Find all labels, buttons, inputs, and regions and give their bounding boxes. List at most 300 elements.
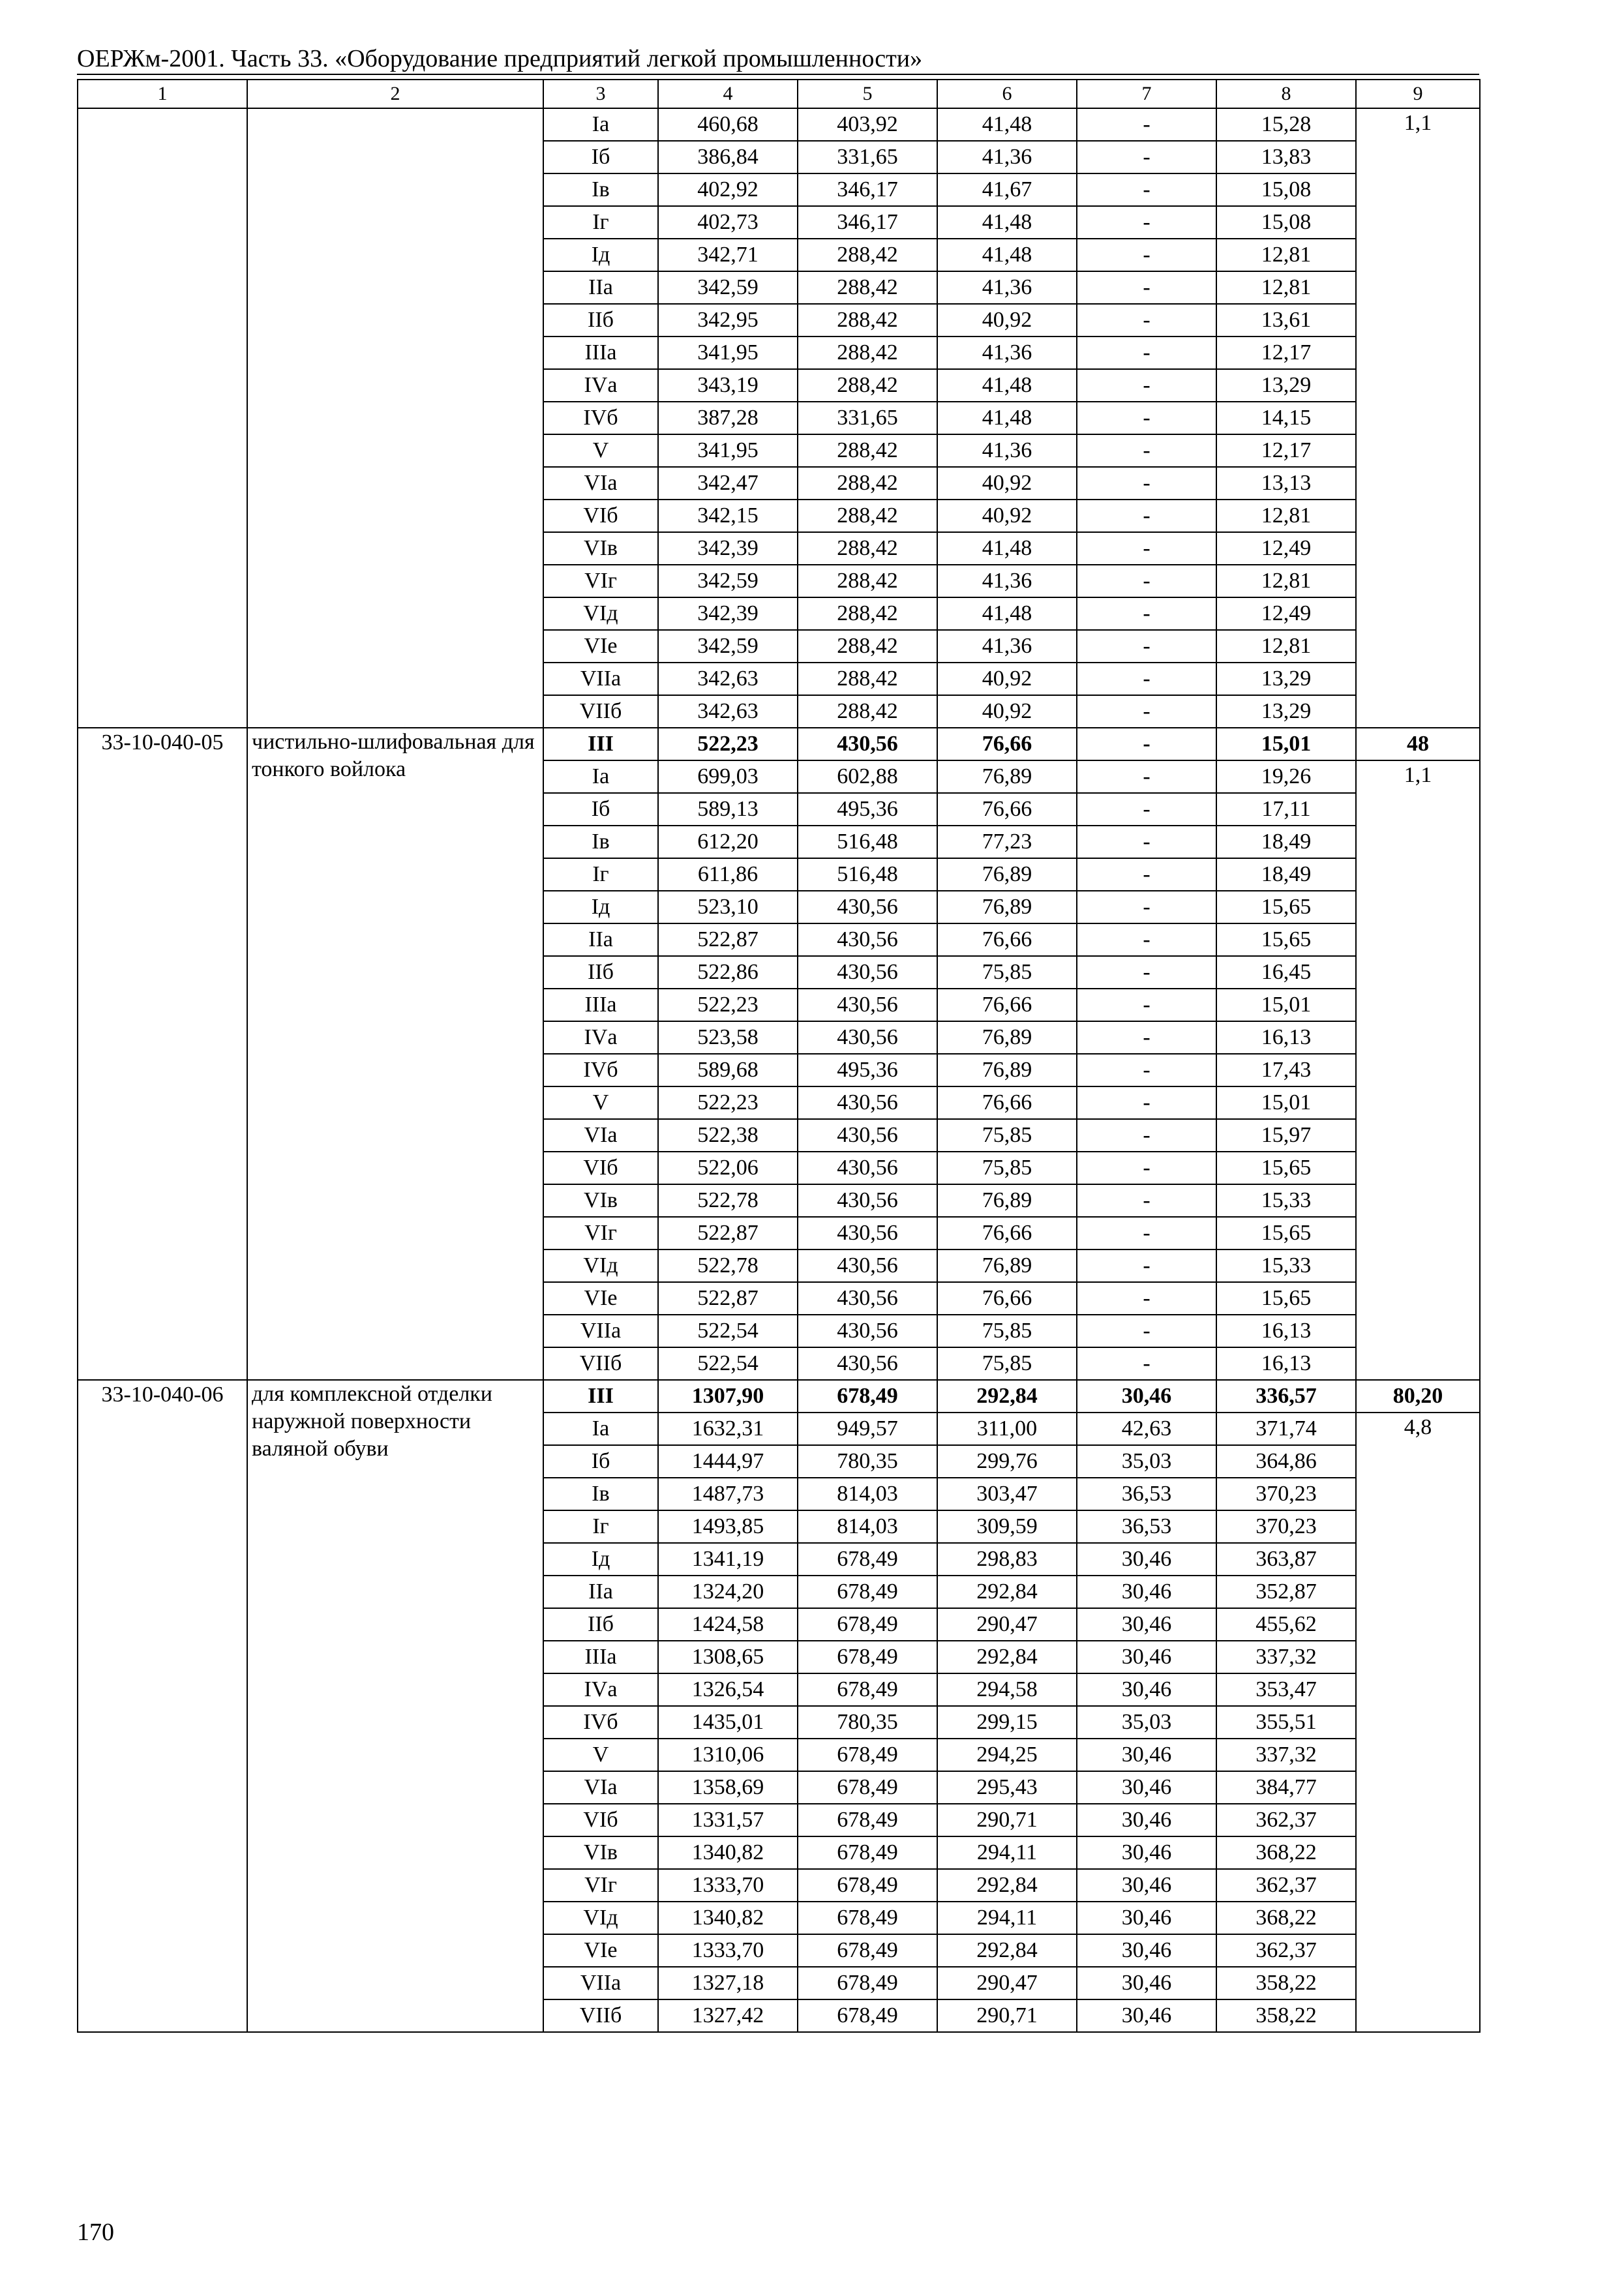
cell-drivers-wages: 42,63 — [1077, 1413, 1216, 1445]
cell-materials: 15,28 — [1216, 108, 1356, 141]
cell-machines: 41,48 — [937, 206, 1077, 239]
cell-zone: VIв — [543, 1184, 658, 1217]
cell-total: 386,84 — [658, 141, 798, 173]
cell-zone: VIIа — [543, 663, 658, 695]
cell-drivers-wages: - — [1077, 1249, 1216, 1282]
cell-zone: Iа — [543, 1413, 658, 1445]
cell-zone: Iд — [543, 891, 658, 923]
cell-machines: 41,48 — [937, 532, 1077, 565]
cell-machines: 76,89 — [937, 760, 1077, 793]
cell-zone: VIб — [543, 500, 658, 532]
cell-materials: 17,43 — [1216, 1054, 1356, 1086]
cell-machines: 298,83 — [937, 1543, 1077, 1576]
cell-materials: 18,49 — [1216, 826, 1356, 858]
cell-total: 522,54 — [658, 1347, 798, 1380]
cell-machines: 76,66 — [937, 1086, 1077, 1119]
cell-total: 523,58 — [658, 1021, 798, 1054]
cell-zone: VIе — [543, 630, 658, 663]
page-header: ОЕРЖм-2001. Часть 33. «Оборудование предприятий легкой промышленности» — [77, 45, 923, 72]
cell-machines: 76,66 — [937, 1282, 1077, 1315]
cell-machines: 41,48 — [937, 597, 1077, 630]
cell-machines: 76,89 — [937, 858, 1077, 891]
cell-materials: 362,37 — [1216, 1934, 1356, 1967]
cell-materials: 18,49 — [1216, 858, 1356, 891]
cell-drivers-wages: - — [1077, 630, 1216, 663]
cell-machines: 41,48 — [937, 108, 1077, 141]
cell-wages: 288,42 — [798, 695, 937, 728]
cell-drivers-wages: - — [1077, 1217, 1216, 1249]
cell-total: 342,39 — [658, 597, 798, 630]
cell-materials: 363,87 — [1216, 1543, 1356, 1576]
cell-wages: 430,56 — [798, 1021, 937, 1054]
cell-materials: 15,33 — [1216, 1184, 1356, 1217]
cell-total: 342,71 — [658, 239, 798, 271]
cell-zone: IIIа — [543, 1641, 658, 1673]
cell-drivers-wages: 30,46 — [1077, 1608, 1216, 1641]
cell-total: 1424,58 — [658, 1608, 798, 1641]
cell-drivers-wages: - — [1077, 1086, 1216, 1119]
cell-zone: Iг — [543, 206, 658, 239]
cell-total: 589,68 — [658, 1054, 798, 1086]
column-number: 6 — [937, 80, 1077, 108]
cell-drivers-wages: - — [1077, 173, 1216, 206]
cell-total: 1632,31 — [658, 1413, 798, 1445]
cell-machines: 41,67 — [937, 173, 1077, 206]
cell-total: 612,20 — [658, 826, 798, 858]
cell-drivers-wages: 30,46 — [1077, 1804, 1216, 1836]
cell-materials: 12,17 — [1216, 337, 1356, 369]
cell-machines: 292,84 — [937, 1380, 1077, 1413]
cell-machines: 309,59 — [937, 1510, 1077, 1543]
cell-wages: 430,56 — [798, 1217, 937, 1249]
cell-wages: 430,56 — [798, 1282, 937, 1315]
cell-total: 1326,54 — [658, 1673, 798, 1706]
cell-materials: 358,22 — [1216, 1967, 1356, 1999]
cell-zone: VIIа — [543, 1967, 658, 1999]
cell-machines: 41,36 — [937, 271, 1077, 304]
cell-wages: 495,36 — [798, 793, 937, 826]
cell-wages: 288,42 — [798, 565, 937, 597]
cell-materials: 15,08 — [1216, 173, 1356, 206]
cell-materials: 15,01 — [1216, 728, 1356, 760]
rates-table — [77, 79, 1481, 2033]
cell-zone: Iд — [543, 239, 658, 271]
cell-total: 522,23 — [658, 989, 798, 1021]
cell-total: 342,47 — [658, 467, 798, 500]
cell-zone: IVа — [543, 369, 658, 402]
cell-total: 402,92 — [658, 173, 798, 206]
cell-materials: 12,81 — [1216, 500, 1356, 532]
cell-wages: 814,03 — [798, 1510, 937, 1543]
cell-wages: 430,56 — [798, 728, 937, 760]
cell-wages: 678,49 — [798, 1902, 937, 1934]
cell-drivers-wages: - — [1077, 597, 1216, 630]
cell-machines: 290,71 — [937, 1804, 1077, 1836]
cell-machines: 41,36 — [937, 141, 1077, 173]
cell-total: 1435,01 — [658, 1706, 798, 1739]
cell-total: 1358,69 — [658, 1771, 798, 1804]
cell-wages: 403,92 — [798, 108, 937, 141]
cell-wages: 346,17 — [798, 206, 937, 239]
cell-total: 1333,70 — [658, 1934, 798, 1967]
cell-wages: 678,49 — [798, 1934, 937, 1967]
cell-materials: 15,08 — [1216, 206, 1356, 239]
cell-drivers-wages: - — [1077, 1282, 1216, 1315]
table-row — [78, 1380, 1480, 1413]
cell-total: 522,23 — [658, 728, 798, 760]
cell-total: 342,15 — [658, 500, 798, 532]
cell-drivers-wages: - — [1077, 826, 1216, 858]
cell-drivers-wages: 30,46 — [1077, 1739, 1216, 1771]
cell-description: для комплексной отделки наружной поверхности валяной обуви — [247, 1380, 543, 2032]
cell-total: 1327,18 — [658, 1967, 798, 1999]
cell-zone: IIб — [543, 304, 658, 337]
column-number: 3 — [543, 80, 658, 108]
cell-total: 522,23 — [658, 1086, 798, 1119]
cell-drivers-wages: - — [1077, 956, 1216, 989]
cell-zone: IVа — [543, 1673, 658, 1706]
cell-machines: 40,92 — [937, 663, 1077, 695]
cell-machines: 295,43 — [937, 1771, 1077, 1804]
cell-wages: 288,42 — [798, 597, 937, 630]
cell-materials: 12,49 — [1216, 532, 1356, 565]
cell-machines: 75,85 — [937, 1347, 1077, 1380]
cell-drivers-wages: - — [1077, 760, 1216, 793]
cell-materials: 371,74 — [1216, 1413, 1356, 1445]
cell-machines: 294,58 — [937, 1673, 1077, 1706]
cell-wages: 780,35 — [798, 1445, 937, 1478]
cell-total: 522,06 — [658, 1152, 798, 1184]
cell-total: 522,87 — [658, 1282, 798, 1315]
cell-wages: 288,42 — [798, 271, 937, 304]
cell-wages: 331,65 — [798, 141, 937, 173]
cell-drivers-wages: - — [1077, 1315, 1216, 1347]
cell-zone: Iб — [543, 793, 658, 826]
cell-wages: 430,56 — [798, 1152, 937, 1184]
cell-labor: 4,8 — [1356, 1413, 1480, 2032]
cell-total: 1333,70 — [658, 1869, 798, 1902]
cell-drivers-wages: - — [1077, 304, 1216, 337]
cell-materials: 12,17 — [1216, 434, 1356, 467]
cell-wages: 678,49 — [798, 1771, 937, 1804]
cell-materials: 364,86 — [1216, 1445, 1356, 1478]
cell-total: 522,38 — [658, 1119, 798, 1152]
column-number: 4 — [658, 80, 798, 108]
cell-materials: 352,87 — [1216, 1576, 1356, 1608]
cell-zone: Iд — [543, 1543, 658, 1576]
cell-zone: IVб — [543, 402, 658, 434]
cell-wages: 678,49 — [798, 1673, 937, 1706]
cell-total: 522,87 — [658, 923, 798, 956]
cell-materials: 14,15 — [1216, 402, 1356, 434]
cell-total: 402,73 — [658, 206, 798, 239]
cell-machines: 294,11 — [937, 1902, 1077, 1934]
cell-machines: 41,36 — [937, 434, 1077, 467]
cell-code: 33-10-040-06 — [78, 1380, 247, 2032]
cell-machines: 292,84 — [937, 1576, 1077, 1608]
cell-zone: VIIб — [543, 1999, 658, 2032]
cell-zone: VIд — [543, 1249, 658, 1282]
column-number: 9 — [1356, 80, 1480, 108]
header-rule — [77, 74, 1479, 75]
cell-materials: 362,37 — [1216, 1804, 1356, 1836]
cell-materials: 15,65 — [1216, 1152, 1356, 1184]
cell-materials: 455,62 — [1216, 1608, 1356, 1641]
cell-total: 341,95 — [658, 337, 798, 369]
cell-code: 33-10-040-05 — [78, 728, 247, 1380]
cell-drivers-wages: - — [1077, 500, 1216, 532]
cell-wages: 430,56 — [798, 923, 937, 956]
cell-materials: 16,13 — [1216, 1315, 1356, 1347]
cell-wages: 814,03 — [798, 1478, 937, 1510]
cell-machines: 41,48 — [937, 369, 1077, 402]
cell-drivers-wages: - — [1077, 206, 1216, 239]
cell-materials: 12,81 — [1216, 271, 1356, 304]
cell-materials: 12,81 — [1216, 239, 1356, 271]
cell-wages: 678,49 — [798, 1739, 937, 1771]
cell-zone: IIа — [543, 923, 658, 956]
cell-wages: 678,49 — [798, 1543, 937, 1576]
cell-drivers-wages: - — [1077, 663, 1216, 695]
cell-labor: 48 — [1356, 728, 1480, 760]
cell-machines: 294,11 — [937, 1836, 1077, 1869]
cell-total: 342,63 — [658, 695, 798, 728]
cell-wages: 288,42 — [798, 467, 937, 500]
cell-machines: 40,92 — [937, 695, 1077, 728]
cell-wages: 678,49 — [798, 1967, 937, 1999]
cell-drivers-wages: - — [1077, 402, 1216, 434]
cell-machines: 290,47 — [937, 1967, 1077, 1999]
cell-drivers-wages: - — [1077, 434, 1216, 467]
cell-drivers-wages: - — [1077, 891, 1216, 923]
cell-wages: 288,42 — [798, 434, 937, 467]
cell-zone: V — [543, 1739, 658, 1771]
cell-zone: III — [543, 728, 658, 760]
column-number-row — [78, 80, 1480, 108]
cell-drivers-wages: 30,46 — [1077, 1641, 1216, 1673]
cell-machines: 40,92 — [937, 500, 1077, 532]
cell-zone: VIа — [543, 1771, 658, 1804]
cell-materials: 16,13 — [1216, 1021, 1356, 1054]
cell-materials: 368,22 — [1216, 1836, 1356, 1869]
cell-drivers-wages: - — [1077, 1184, 1216, 1217]
cell-drivers-wages: - — [1077, 369, 1216, 402]
cell-total: 1444,97 — [658, 1445, 798, 1478]
cell-machines: 77,23 — [937, 826, 1077, 858]
cell-materials: 13,29 — [1216, 663, 1356, 695]
cell-drivers-wages: 30,46 — [1077, 1934, 1216, 1967]
cell-materials: 15,65 — [1216, 891, 1356, 923]
table-row — [78, 728, 1480, 760]
cell-machines: 292,84 — [937, 1869, 1077, 1902]
cell-description — [247, 108, 543, 728]
cell-wages: 430,56 — [798, 989, 937, 1021]
cell-drivers-wages: - — [1077, 108, 1216, 141]
cell-zone: Iв — [543, 826, 658, 858]
column-number: 5 — [798, 80, 937, 108]
cell-materials: 12,49 — [1216, 597, 1356, 630]
cell-total: 1310,06 — [658, 1739, 798, 1771]
cell-drivers-wages: 30,46 — [1077, 1869, 1216, 1902]
cell-zone: VIг — [543, 1869, 658, 1902]
cell-wages: 430,56 — [798, 1315, 937, 1347]
cell-machines: 292,84 — [937, 1934, 1077, 1967]
cell-machines: 76,66 — [937, 1217, 1077, 1249]
cell-drivers-wages: - — [1077, 141, 1216, 173]
cell-total: 341,95 — [658, 434, 798, 467]
cell-drivers-wages: - — [1077, 1119, 1216, 1152]
page-number: 170 — [77, 2219, 114, 2246]
cell-zone: VIг — [543, 1217, 658, 1249]
cell-zone: VIд — [543, 1902, 658, 1934]
cell-materials: 12,81 — [1216, 630, 1356, 663]
cell-materials: 15,97 — [1216, 1119, 1356, 1152]
column-number: 8 — [1216, 80, 1356, 108]
cell-machines: 41,36 — [937, 565, 1077, 597]
cell-drivers-wages: - — [1077, 467, 1216, 500]
cell-total: 1307,90 — [658, 1380, 798, 1413]
cell-zone: VIб — [543, 1152, 658, 1184]
cell-zone: VIIб — [543, 695, 658, 728]
cell-drivers-wages: - — [1077, 793, 1216, 826]
cell-drivers-wages: - — [1077, 337, 1216, 369]
cell-wages: 516,48 — [798, 826, 937, 858]
cell-zone: Iг — [543, 1510, 658, 1543]
cell-total: 342,63 — [658, 663, 798, 695]
cell-total: 1327,42 — [658, 1999, 798, 2032]
cell-drivers-wages: 30,46 — [1077, 1543, 1216, 1576]
cell-materials: 15,65 — [1216, 1282, 1356, 1315]
cell-wages: 288,42 — [798, 239, 937, 271]
cell-total: 1493,85 — [658, 1510, 798, 1543]
cell-zone: IIа — [543, 271, 658, 304]
cell-zone: VIа — [543, 1119, 658, 1152]
cell-zone: IIIа — [543, 989, 658, 1021]
column-number: 2 — [247, 80, 543, 108]
cell-wages: 288,42 — [798, 337, 937, 369]
cell-materials: 370,23 — [1216, 1510, 1356, 1543]
cell-drivers-wages: - — [1077, 923, 1216, 956]
cell-drivers-wages: 30,46 — [1077, 1967, 1216, 1999]
cell-total: 611,86 — [658, 858, 798, 891]
cell-total: 343,19 — [658, 369, 798, 402]
cell-machines: 76,66 — [937, 793, 1077, 826]
cell-total: 460,68 — [658, 108, 798, 141]
cell-machines: 299,76 — [937, 1445, 1077, 1478]
cell-machines: 299,15 — [937, 1706, 1077, 1739]
cell-zone: IVб — [543, 1054, 658, 1086]
cell-machines: 41,36 — [937, 337, 1077, 369]
cell-drivers-wages: 30,46 — [1077, 1902, 1216, 1934]
cell-zone: III — [543, 1380, 658, 1413]
cell-zone: IVб — [543, 1706, 658, 1739]
cell-materials: 15,33 — [1216, 1249, 1356, 1282]
cell-wages: 288,42 — [798, 304, 937, 337]
cell-total: 522,78 — [658, 1184, 798, 1217]
cell-machines: 75,85 — [937, 1315, 1077, 1347]
cell-total: 1340,82 — [658, 1902, 798, 1934]
cell-machines: 75,85 — [937, 1119, 1077, 1152]
cell-machines: 76,89 — [937, 1054, 1077, 1086]
cell-machines: 303,47 — [937, 1478, 1077, 1510]
cell-materials: 336,57 — [1216, 1380, 1356, 1413]
column-number: 7 — [1077, 80, 1216, 108]
cell-materials: 353,47 — [1216, 1673, 1356, 1706]
cell-zone: VIд — [543, 597, 658, 630]
cell-machines: 40,92 — [937, 304, 1077, 337]
cell-total: 522,54 — [658, 1315, 798, 1347]
cell-wages: 430,56 — [798, 891, 937, 923]
cell-zone: VIе — [543, 1282, 658, 1315]
cell-total: 342,59 — [658, 271, 798, 304]
cell-wages: 678,49 — [798, 1999, 937, 2032]
cell-total: 342,59 — [658, 565, 798, 597]
cell-wages: 678,49 — [798, 1641, 937, 1673]
cell-drivers-wages: 30,46 — [1077, 1576, 1216, 1608]
cell-zone: Iв — [543, 1478, 658, 1510]
cell-drivers-wages: - — [1077, 271, 1216, 304]
cell-machines: 40,92 — [937, 467, 1077, 500]
cell-zone: Iб — [543, 141, 658, 173]
cell-drivers-wages: - — [1077, 1021, 1216, 1054]
table-body — [78, 80, 1480, 2032]
cell-drivers-wages: - — [1077, 532, 1216, 565]
cell-machines: 290,71 — [937, 1999, 1077, 2032]
cell-materials: 15,65 — [1216, 923, 1356, 956]
cell-machines: 292,84 — [937, 1641, 1077, 1673]
cell-total: 1308,65 — [658, 1641, 798, 1673]
cell-labor: 1,1 — [1356, 760, 1480, 1380]
cell-drivers-wages: 30,46 — [1077, 1836, 1216, 1869]
cell-machines: 76,89 — [937, 1184, 1077, 1217]
cell-drivers-wages: - — [1077, 858, 1216, 891]
cell-machines: 76,89 — [937, 1021, 1077, 1054]
cell-zone: VIб — [543, 1804, 658, 1836]
cell-wages: 780,35 — [798, 1706, 937, 1739]
cell-total: 1324,20 — [658, 1576, 798, 1608]
cell-wages: 495,36 — [798, 1054, 937, 1086]
cell-materials: 16,45 — [1216, 956, 1356, 989]
cell-drivers-wages: - — [1077, 565, 1216, 597]
cell-wages: 288,42 — [798, 532, 937, 565]
cell-drivers-wages: 30,46 — [1077, 1999, 1216, 2032]
cell-machines: 41,48 — [937, 239, 1077, 271]
cell-total: 1487,73 — [658, 1478, 798, 1510]
cell-drivers-wages: 36,53 — [1077, 1510, 1216, 1543]
cell-materials: 368,22 — [1216, 1902, 1356, 1934]
cell-wages: 430,56 — [798, 1347, 937, 1380]
cell-materials: 13,29 — [1216, 695, 1356, 728]
cell-wages: 288,42 — [798, 369, 937, 402]
cell-zone: IIIа — [543, 337, 658, 369]
cell-zone: Iа — [543, 108, 658, 141]
cell-drivers-wages: 30,46 — [1077, 1673, 1216, 1706]
cell-zone: IIб — [543, 956, 658, 989]
cell-total: 589,13 — [658, 793, 798, 826]
cell-materials: 337,32 — [1216, 1739, 1356, 1771]
cell-total: 1341,19 — [658, 1543, 798, 1576]
cell-total: 522,86 — [658, 956, 798, 989]
cell-zone: VIIа — [543, 1315, 658, 1347]
cell-wages: 331,65 — [798, 402, 937, 434]
cell-drivers-wages: 35,03 — [1077, 1706, 1216, 1739]
cell-drivers-wages: - — [1077, 1152, 1216, 1184]
cell-wages: 949,57 — [798, 1413, 937, 1445]
cell-drivers-wages: - — [1077, 989, 1216, 1021]
cell-materials: 15,01 — [1216, 1086, 1356, 1119]
cell-wages: 288,42 — [798, 630, 937, 663]
table-row — [78, 108, 1480, 141]
